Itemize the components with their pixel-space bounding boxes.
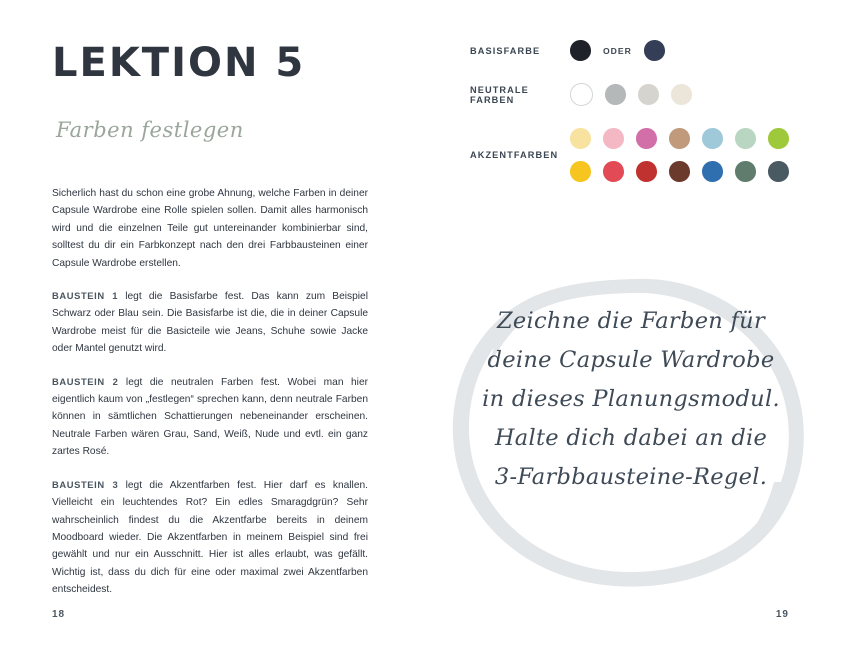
prompt-line-1: deine Capsule Wardrobe bbox=[487, 347, 775, 373]
swatch-accent-4[interactable] bbox=[702, 128, 723, 149]
swatch-neutral-2[interactable] bbox=[638, 84, 659, 105]
swatch-accent-9[interactable] bbox=[636, 161, 657, 182]
swatch-accent-0[interactable] bbox=[570, 128, 591, 149]
swatch-neutral-0[interactable] bbox=[570, 83, 593, 106]
palette-swatches-neutrale-farben bbox=[570, 83, 692, 106]
right-page bbox=[420, 0, 841, 648]
paragraph-baustein-3 bbox=[52, 476, 368, 599]
baustein-1-lead: BAUSTEIN 1 bbox=[52, 290, 119, 302]
swatch-neutral-3[interactable] bbox=[671, 84, 692, 105]
page-subtitle: Farben festlegen bbox=[56, 118, 244, 142]
palette-label-akzentfarben: AKZENTFARBEN bbox=[470, 150, 559, 160]
prompt-line-4: 3-Farbbausteine-Regel. bbox=[494, 464, 768, 490]
prompt-line-0: Zeichne die Farben für bbox=[496, 308, 766, 334]
palette-row-basisfarbe bbox=[470, 40, 810, 61]
paragraph-baustein-1 bbox=[52, 287, 368, 358]
prompt-line-2: in dieses Planungsmodul. bbox=[482, 386, 780, 412]
baustein-3-text: legt die Akzentfarben fest. Hier darf es knallen. Vielleicht ein leuchtendes Rot? Ein edles Smaragdgrün? Sehr wahrscheinlich findest du die Akzentfarbe bereits in deinem Moodboard wieder. Die Akzentfarben in meinem Beispiel sind frei gewählt und nur ein Ausschnitt. Hier ist alles erlaubt, was gefällt. Wichtig ist, dass du dich für eine oder maximal zwei Akzentfarben entscheidest. bbox=[52, 479, 368, 596]
left-page bbox=[0, 0, 420, 648]
palette-separator-oder: ODER bbox=[603, 45, 632, 56]
swatch-accent-12[interactable] bbox=[735, 161, 756, 182]
prompt-text bbox=[444, 302, 818, 497]
baustein-2-lead: BAUSTEIN 2 bbox=[52, 375, 119, 387]
swatch-accent-3[interactable] bbox=[669, 128, 690, 149]
swatch-accent-11[interactable] bbox=[702, 161, 723, 182]
paragraph-intro bbox=[52, 185, 368, 272]
page-number-left: 18 bbox=[52, 609, 66, 620]
swatch-accent-6[interactable] bbox=[768, 128, 789, 149]
swatch-accent-2[interactable] bbox=[636, 128, 657, 149]
page-title: LEKTION 5 bbox=[52, 40, 306, 86]
palette-row-neutrale-farben bbox=[470, 83, 810, 106]
palette-swatches-akzentfarben bbox=[570, 128, 789, 182]
swatch-basis-black[interactable] bbox=[570, 40, 591, 61]
palette-row-akzentfarben bbox=[470, 128, 810, 182]
swatch-accent-10[interactable] bbox=[669, 161, 690, 182]
paragraph-baustein-2 bbox=[52, 373, 368, 461]
swatch-accent-5[interactable] bbox=[735, 128, 756, 149]
swatch-accent-8[interactable] bbox=[603, 161, 624, 182]
swatch-accent-7[interactable] bbox=[570, 161, 591, 182]
baustein-3-lead: BAUSTEIN 3 bbox=[52, 478, 119, 490]
swatch-neutral-1[interactable] bbox=[605, 84, 626, 105]
baustein-1-text: legt die Basisfarbe fest. Das kann zum Beispiel Schwarz oder Blau sein. Die Basisfarbe ist die, die in deiner Capsule Wardrobe meist für die Basicteile wie Jeans, Schuhe sowie Jacke oder Mantel genutzt wird. bbox=[52, 291, 368, 355]
swatch-accent-13[interactable] bbox=[768, 161, 789, 182]
color-palette bbox=[470, 40, 810, 204]
baustein-2-text: legt die neutralen Farben fest. Wobei man hier eigentlich kaum von „festlegen“ sprechen kann, denn neutrale Farben können in sämtlichen Schattierungen nebeneinander erscheinen. Neutrale Farben wären Grau, Sand, Weiß, Nude und evtl. ein ganz zartes Rosé. bbox=[52, 376, 368, 458]
body-text bbox=[52, 185, 368, 599]
swatch-basis-navy[interactable] bbox=[644, 40, 665, 61]
prompt-module bbox=[444, 268, 818, 598]
palette-swatches-basisfarbe bbox=[570, 40, 665, 61]
page-number-right: 19 bbox=[775, 609, 789, 620]
palette-label-neutrale-farben: NEUTRALE FARBEN bbox=[470, 84, 529, 105]
palette-label-basisfarbe: BASISFARBE bbox=[470, 45, 541, 56]
swatch-accent-1[interactable] bbox=[603, 128, 624, 149]
paragraph-intro-text: Sicherlich hast du schon eine grobe Ahnung, welche Farben in deiner Capsule Wardrobe eine Rolle spielen sollen. Damit alles harmonisch wird und die einzelnen Teile gut untereinander kombinierbar sind, solltest du dir ein Farbkonzept nach den drei Farbbausteinen einer Capsule Wardrobe erstellen. bbox=[52, 188, 368, 269]
prompt-line-3: Halte dich dabei an die bbox=[494, 425, 768, 451]
